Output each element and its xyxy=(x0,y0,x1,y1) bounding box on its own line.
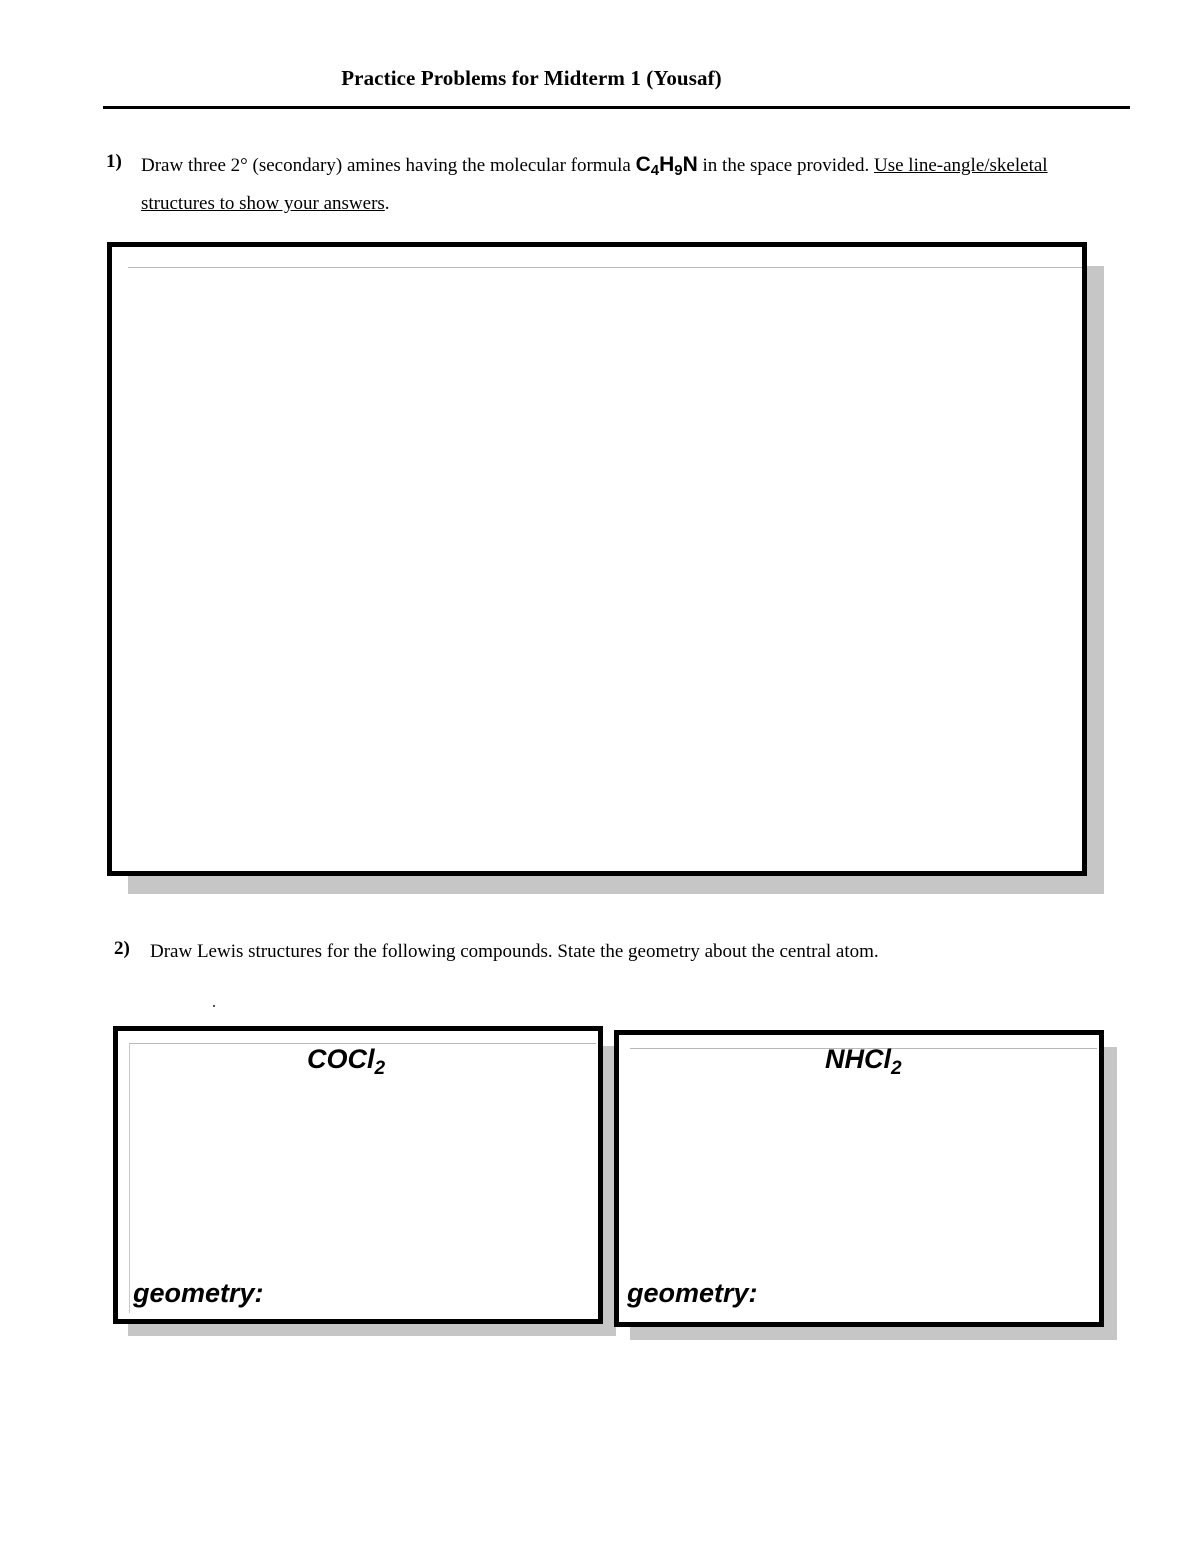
question-1-text-end: . xyxy=(384,193,390,214)
compound-nhcl2-label xyxy=(825,1044,902,1080)
molecular-formula xyxy=(635,153,698,179)
compound-cocl2-main: COCl xyxy=(307,1044,375,1074)
stray-dot xyxy=(213,1005,215,1007)
geometry-label-nhcl2: geometry: xyxy=(627,1278,758,1308)
compound-nhcl2-sub: 2 xyxy=(891,1058,902,1079)
formula-c: C xyxy=(635,153,651,176)
question-1-text xyxy=(141,148,1111,220)
question-1-text-after: in the space provided. xyxy=(697,155,874,176)
question-2-number: 2) xyxy=(114,938,130,959)
question-2-text: Draw Lewis structures for the following compounds. State the geometry about the central atom. xyxy=(150,941,879,962)
answer-box-1-guide-line xyxy=(128,267,1082,268)
geometry-label-cocl2: geometry: xyxy=(133,1278,264,1308)
formula-n: N xyxy=(682,153,698,176)
title-divider xyxy=(103,106,1130,109)
formula-c-sub: 4 xyxy=(650,162,660,179)
compound-cocl2-sub: 2 xyxy=(374,1058,386,1079)
question-1-text-before: Draw three 2° (secondary) amines having the molecular formula xyxy=(141,155,636,176)
compound-nhcl2-main: NHCl xyxy=(825,1044,891,1074)
question-1-instruction: Use line-angle/skeletal structures to show your answers xyxy=(141,155,1048,214)
question-1-number: 1) xyxy=(106,151,122,172)
compound-cocl2-label xyxy=(307,1044,385,1080)
formula-h: H xyxy=(659,153,675,176)
answer-box-2a-guide-vline xyxy=(129,1043,130,1313)
answer-box-1[interactable] xyxy=(107,242,1087,876)
page-title: Practice Problems for Midterm 1 (Yousaf) xyxy=(341,66,722,90)
formula-h-sub: 9 xyxy=(674,162,683,179)
